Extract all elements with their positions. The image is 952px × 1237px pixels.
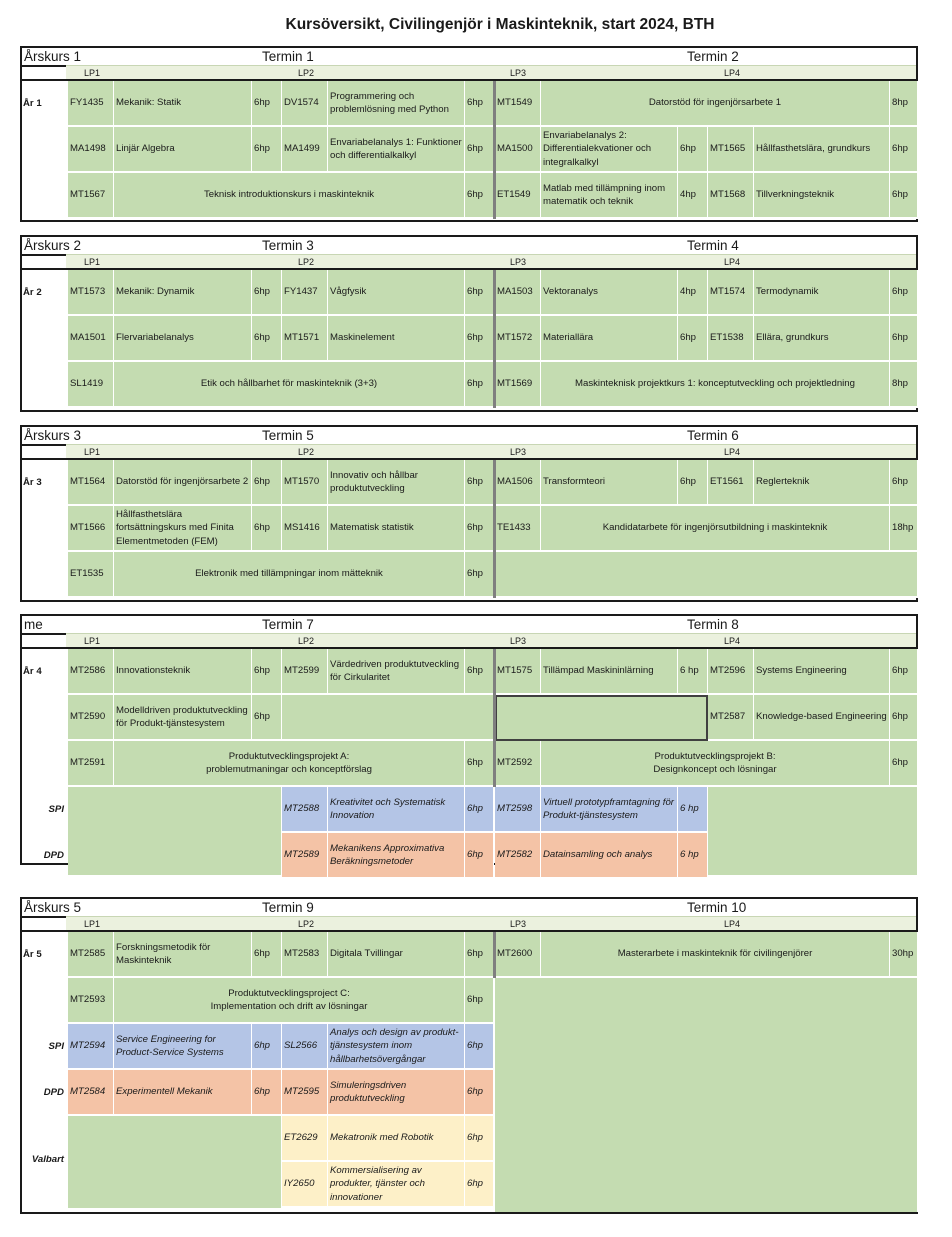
- course-name: Hållfasthetslära, grundkurs: [754, 127, 890, 173]
- course-code: DV1574: [282, 81, 328, 127]
- course-code: MT2591: [68, 741, 114, 787]
- course-name: Transformteori: [541, 460, 678, 506]
- course-code: MT1575: [495, 649, 541, 695]
- course-name: Matematisk statistik: [328, 506, 465, 552]
- course-name: Digitala Tvillingar: [328, 932, 465, 978]
- course-code: MA1503: [495, 270, 541, 316]
- course-code: MT2599: [282, 649, 328, 695]
- course-code: MT2585: [68, 932, 114, 978]
- course-code: MT2598: [495, 787, 541, 833]
- lp-label: LP3: [492, 65, 706, 79]
- lp-label: LP2: [280, 444, 492, 458]
- course-code: MT1573: [68, 270, 114, 316]
- row-year-label: År 5: [23, 949, 42, 960]
- course-name: Tillämpad Maskininlärning: [541, 649, 678, 695]
- lp-label: LP2: [280, 254, 492, 268]
- course-name: Maskinelement: [328, 316, 465, 362]
- row-year-label: År 2: [23, 287, 42, 298]
- course-credits: 6hp: [890, 316, 918, 362]
- course-code: MT2584: [68, 1070, 114, 1116]
- course-name: Elektronik med tillämpningar inom mätteknik: [114, 552, 465, 598]
- course-credits: 6hp: [465, 81, 494, 127]
- term-divider: [493, 649, 496, 787]
- term-b-title: Termin 6: [687, 428, 739, 443]
- group-label-dpd: DPD: [43, 850, 64, 861]
- course-name-line: problemutmaningar och konceptförslag: [206, 764, 372, 775]
- term-a-title: Termin 1: [262, 49, 314, 64]
- course-code: ET2629: [282, 1116, 328, 1162]
- course-credits: 6hp: [252, 695, 282, 741]
- lp-label: LP1: [66, 916, 280, 930]
- course-code: MT2596: [708, 649, 754, 695]
- year-block: [20, 897, 918, 1214]
- course-credits: 6hp: [465, 1024, 494, 1070]
- term-a-title: Termin 3: [262, 238, 314, 253]
- course-credits: 6hp: [465, 1070, 494, 1116]
- term-a-title: Termin 5: [262, 428, 314, 443]
- course-credits: 6hp: [890, 460, 918, 506]
- lp-label: LP4: [706, 916, 916, 930]
- year-header: [20, 235, 918, 256]
- course-name-line: Implementation och drift av lösningar: [210, 1001, 368, 1012]
- term-a-title: Termin 7: [262, 617, 314, 632]
- course-name: Matlab med tillämpning inom matematik och teknik: [541, 173, 678, 219]
- course-code: FY1437: [282, 270, 328, 316]
- course-name: Mekanikens Approximativa Beräkningsmetoder: [328, 833, 465, 879]
- year-title: me: [24, 617, 43, 632]
- lp-label: LP4: [706, 633, 916, 647]
- course-name: Vågfysik: [328, 270, 465, 316]
- course-credits: 6hp: [890, 649, 918, 695]
- course-code: SL1419: [68, 362, 114, 408]
- course-code: MT1567: [68, 173, 114, 219]
- empty-cell: [68, 1116, 282, 1208]
- term-divider: [493, 932, 496, 978]
- course-code: IY2650: [282, 1162, 328, 1208]
- term-b-title: Termin 4: [687, 238, 739, 253]
- course-credits: 6hp: [465, 833, 494, 879]
- course-credits: 6hp: [465, 649, 494, 695]
- course-name: Virtuell prototypframtagning för Produkt-tjänstesystem: [541, 787, 678, 833]
- course-code: ET1561: [708, 460, 754, 506]
- course-name: Materiallära: [541, 316, 678, 362]
- term-a-title: Termin 9: [262, 900, 314, 915]
- group-label-valbart: Valbart: [31, 1154, 64, 1165]
- course-credits: 6hp: [465, 741, 494, 787]
- course-name: Mekanik: Statik: [114, 81, 252, 127]
- course-name-line: Produktutvecklingsprojekt B:: [654, 750, 776, 762]
- course-name: Simuleringsdriven produktutveckling: [328, 1070, 465, 1116]
- year-block: [20, 235, 918, 412]
- course-credits: 6 hp: [678, 833, 708, 879]
- course-credits: 6hp: [465, 1116, 494, 1162]
- group-label-dpd: DPD: [43, 1087, 64, 1098]
- course-code: MT2590: [68, 695, 114, 741]
- course-credits: 6hp: [252, 1070, 282, 1116]
- course-name: Etik och hållbarhet för maskinteknik (3+3): [114, 362, 465, 408]
- course-code: MT2587: [708, 695, 754, 741]
- course-credits: 6hp: [252, 270, 282, 316]
- course-credits: 6hp: [252, 506, 282, 552]
- lp-label: LP2: [280, 916, 492, 930]
- lp-label: LP4: [706, 65, 916, 79]
- course-name: Datorstöd för ingenjörsarbete 2: [114, 460, 252, 506]
- course-code: MS1416: [282, 506, 328, 552]
- course-credits: 6hp: [890, 270, 918, 316]
- course-credits: 6hp: [465, 316, 494, 362]
- lp-label: LP1: [66, 444, 280, 458]
- course-name: Linjär Algebra: [114, 127, 252, 173]
- course-name: Analys och design av produkt-tjänstesystem inom hållbarhetsövergångar: [328, 1024, 465, 1070]
- lp-label: LP3: [492, 916, 706, 930]
- year-body: [20, 79, 918, 222]
- course-code: MA1506: [495, 460, 541, 506]
- course-name: Masterarbete i maskinteknik för civilingenjörer: [541, 932, 890, 978]
- course-code: MT2582: [495, 833, 541, 879]
- course-credits: 6hp: [252, 81, 282, 127]
- course-name: Värdedriven produktutveckling för Cirkularitet: [328, 649, 465, 695]
- year-block: [20, 614, 918, 865]
- course-credits: 6hp: [678, 460, 708, 506]
- year-body: [20, 458, 918, 602]
- year-title: Årskurs 3: [24, 428, 82, 443]
- course-credits: 6hp: [465, 270, 494, 316]
- lp-label: LP2: [280, 633, 492, 647]
- row-year-label: År 1: [23, 98, 42, 109]
- course-credits: 6hp: [465, 932, 494, 978]
- course-credits: 6hp: [890, 173, 918, 219]
- course-name: Kandidatarbete för ingenjörsutbildning i maskinteknik: [541, 506, 890, 552]
- year-body: [20, 930, 918, 1214]
- course-credits: 8hp: [890, 362, 918, 408]
- course-name: Systems Engineering: [754, 649, 890, 695]
- course-name: Kommersialisering av produkter, tjänster och innovationer: [328, 1162, 465, 1208]
- course-code: MT2583: [282, 932, 328, 978]
- course-credits: 6hp: [252, 932, 282, 978]
- year-body: [20, 647, 918, 865]
- year-header: [20, 614, 918, 635]
- course-credits: 6hp: [890, 741, 918, 787]
- course-credits: 6hp: [465, 127, 494, 173]
- lp-label: LP3: [492, 444, 706, 458]
- course-name-line: Produktutvecklingsproject C:: [228, 987, 350, 999]
- course-code: MT1564: [68, 460, 114, 506]
- year-title: Årskurs 2: [24, 238, 82, 253]
- term-divider: [493, 81, 496, 219]
- course-code: MT1569: [495, 362, 541, 408]
- year-block: [20, 425, 918, 602]
- course-code: FY1435: [68, 81, 114, 127]
- course-code: MT2600: [495, 932, 541, 978]
- lp-bar: [20, 254, 918, 268]
- course-credits: 6hp: [252, 1024, 282, 1070]
- lp-label: LP2: [280, 65, 492, 79]
- course-code: MT1568: [708, 173, 754, 219]
- empty-cell: [68, 787, 282, 877]
- course-name: Reglerteknik: [754, 460, 890, 506]
- course-name: Envariabelanalys 1: Funktioner och differentialkalkyl: [328, 127, 465, 173]
- year-header: [20, 897, 918, 918]
- course-name-line: Produktutvecklingsprojekt A:: [228, 750, 350, 762]
- course-credits: 6hp: [890, 127, 918, 173]
- course-credits: 4hp: [678, 270, 708, 316]
- course-credits: 6hp: [890, 695, 918, 741]
- group-label-spi: SPI: [48, 1041, 64, 1052]
- course-code: MT1566: [68, 506, 114, 552]
- course-code: MT1574: [708, 270, 754, 316]
- course-code: MT2593: [68, 978, 114, 1024]
- year-header: [20, 46, 918, 67]
- course-credits: 6hp: [465, 506, 494, 552]
- lp-bar: [20, 633, 918, 647]
- empty-cell: [495, 552, 918, 598]
- course-credits: 6hp: [465, 460, 494, 506]
- course-code: MA1498: [68, 127, 114, 173]
- course-credits: 6hp: [465, 552, 494, 598]
- course-credits: 6hp: [465, 978, 494, 1024]
- course-code: SL2566: [282, 1024, 328, 1070]
- course-code: MT1565: [708, 127, 754, 173]
- term-divider: [493, 460, 496, 598]
- course-name: Modelldriven produktutveckling för Produkt-tjänstesystem: [114, 695, 252, 741]
- group-label-spi: SPI: [48, 804, 64, 815]
- course-name: Termodynamik: [754, 270, 890, 316]
- course-credits: 30hp: [890, 932, 918, 978]
- course-credits: 18hp: [890, 506, 918, 552]
- course-name: Mekatronik med Robotik: [328, 1116, 465, 1162]
- course-code: MT2586: [68, 649, 114, 695]
- empty-cell: [495, 978, 918, 1212]
- course-name: Ellära, grundkurs: [754, 316, 890, 362]
- course-name: [114, 978, 465, 1024]
- course-name: Datainsamling och analys: [541, 833, 678, 879]
- lp-label: LP3: [492, 633, 706, 647]
- lp-label: LP1: [66, 254, 280, 268]
- course-name: Envariabelanalys 2: Differentialekvationer och integralkalkyl: [541, 127, 678, 173]
- course-code: MA1499: [282, 127, 328, 173]
- year-body: [20, 268, 918, 412]
- course-name: Service Engineering for Product-Service Systems: [114, 1024, 252, 1070]
- course-code: MT2589: [282, 833, 328, 879]
- term-b-title: Termin 8: [687, 617, 739, 632]
- course-code: MT1571: [282, 316, 328, 362]
- term-divider: [493, 270, 496, 408]
- course-code: MT1570: [282, 460, 328, 506]
- course-credits: 6hp: [465, 787, 494, 833]
- course-name: Maskinteknisk projektkurs 1: konceptutveckling och projektledning: [541, 362, 890, 408]
- course-code: MT2592: [495, 741, 541, 787]
- term-b-title: Termin 10: [687, 900, 747, 915]
- course-name: Flervariabelanalys: [114, 316, 252, 362]
- empty-slot-outline: [495, 695, 708, 741]
- course-credits: 6hp: [252, 316, 282, 362]
- course-code: ET1538: [708, 316, 754, 362]
- empty-cell: [708, 787, 918, 877]
- course-name: Datorstöd för ingenjörsarbete 1: [541, 81, 890, 127]
- course-credits: 4hp: [678, 173, 708, 219]
- empty-cell: [282, 695, 494, 741]
- course-code: MA1500: [495, 127, 541, 173]
- lp-label: LP4: [706, 444, 916, 458]
- row-year-label: År 3: [23, 477, 42, 488]
- lp-label: LP1: [66, 633, 280, 647]
- course-name: Tillverkningsteknik: [754, 173, 890, 219]
- year-title: Årskurs 5: [24, 900, 82, 915]
- course-name: Mekanik: Dynamik: [114, 270, 252, 316]
- lp-label: LP4: [706, 254, 916, 268]
- lp-label: LP1: [66, 65, 280, 79]
- course-credits: 8hp: [890, 81, 918, 127]
- term-b-title: Termin 2: [687, 49, 739, 64]
- course-name: [541, 741, 890, 787]
- course-name: Innovativ och hållbar produktutveckling: [328, 460, 465, 506]
- year-header: [20, 425, 918, 446]
- course-code: MA1501: [68, 316, 114, 362]
- course-name: [114, 741, 465, 787]
- course-code: TE1433: [495, 506, 541, 552]
- course-name: Kreativitet och Systematisk Innovation: [328, 787, 465, 833]
- course-code: MT1549: [495, 81, 541, 127]
- course-credits: 6hp: [678, 316, 708, 362]
- course-credits: 6 hp: [678, 787, 708, 833]
- course-credits: 6hp: [252, 127, 282, 173]
- course-credits: 6hp: [465, 1162, 494, 1208]
- course-credits: 6hp: [252, 649, 282, 695]
- lp-bar: [20, 916, 918, 930]
- course-credits: 6hp: [252, 460, 282, 506]
- course-name: Teknisk introduktionskurs i maskinteknik: [114, 173, 465, 219]
- lp-label: LP3: [492, 254, 706, 268]
- course-code: MT2595: [282, 1070, 328, 1116]
- page-title: Kursöversikt, Civilingenjör i Maskinteknik, start 2024, BTH: [285, 16, 715, 33]
- course-name-line: Designkoncept och lösningar: [653, 764, 777, 775]
- course-name: Programmering och problemlösning med Python: [328, 81, 465, 127]
- course-code: MT2594: [68, 1024, 114, 1070]
- course-credits: 6hp: [678, 127, 708, 173]
- course-credits: 6hp: [465, 173, 494, 219]
- row-year-label: År 4: [23, 666, 42, 677]
- course-name: Experimentell Mekanik: [114, 1070, 252, 1116]
- year-block: [20, 46, 918, 222]
- course-name: Hållfasthetslära fortsättningskurs med Finita Elementmetoden (FEM): [114, 506, 252, 552]
- course-name: Vektoranalys: [541, 270, 678, 316]
- course-credits: 6 hp: [678, 649, 708, 695]
- lp-bar: [20, 444, 918, 458]
- lp-bar: [20, 65, 918, 79]
- course-code: MT1572: [495, 316, 541, 362]
- course-name: Forskningsmetodik för Maskinteknik: [114, 932, 252, 978]
- course-code: ET1535: [68, 552, 114, 598]
- year-title: Årskurs 1: [24, 49, 82, 64]
- course-name: Innovationsteknik: [114, 649, 252, 695]
- course-name: Knowledge-based Engineering: [754, 695, 890, 741]
- course-credits: 6hp: [465, 362, 494, 408]
- course-code: ET1549: [495, 173, 541, 219]
- course-code: MT2588: [282, 787, 328, 833]
